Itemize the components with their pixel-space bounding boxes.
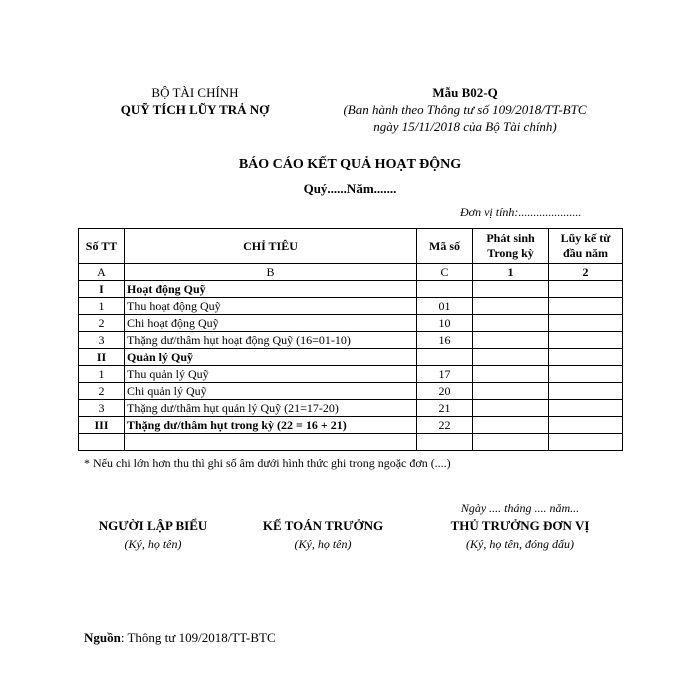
- table-row: [79, 400, 623, 417]
- row-stt: 1: [79, 366, 125, 383]
- row-ytd-value: [549, 281, 623, 298]
- table-row: [79, 383, 623, 400]
- row-code: 20: [417, 383, 473, 400]
- row-stt: I: [79, 281, 125, 298]
- col-code: A: [79, 264, 125, 281]
- row-stt: 2: [79, 383, 125, 400]
- fund-name: QUỸ TÍCH LŨY TRẢ NỢ: [120, 102, 270, 117]
- accountant-sub: (Ký, họ tên): [294, 537, 352, 551]
- source-text: : Thông tư 109/2018/TT-BTC: [120, 630, 276, 645]
- row-ytd-value: [549, 434, 623, 451]
- row-label: Hoạt động Quỹ: [125, 281, 417, 298]
- row-stt: 2: [79, 315, 125, 332]
- row-stt: 1: [79, 298, 125, 315]
- row-ytd-value: [549, 349, 623, 366]
- col-header-stt: Số TT: [79, 229, 125, 264]
- row-ytd-value: [549, 383, 623, 400]
- col-code: C: [417, 264, 473, 281]
- col-header-phat-sinh: Phát sinh Trong kỳ: [473, 229, 549, 264]
- issued-line-2: ngày 15/11/2018 của Bộ Tài chính): [373, 119, 557, 134]
- row-current-value: [473, 349, 549, 366]
- row-ytd-value: [549, 366, 623, 383]
- row-label: Chi quản lý Quỹ: [125, 383, 417, 400]
- row-current-value: [473, 366, 549, 383]
- accountant-role: KẾ TOÁN TRƯỞNG: [262, 518, 384, 533]
- negative-value-note: * Nếu chi lớn hơn thu thì ghi số âm dưới hình thức ghi trong ngoặc đơn (....): [84, 456, 451, 470]
- row-current-value: [473, 281, 549, 298]
- row-ytd-value: [549, 298, 623, 315]
- table-row: [79, 281, 623, 298]
- source-line: [84, 630, 276, 646]
- row-current-value: [473, 298, 549, 315]
- head-signature: [435, 517, 605, 553]
- row-code: 22: [417, 417, 473, 434]
- table-row: [79, 332, 623, 349]
- row-code: 21: [417, 400, 473, 417]
- row-code: 17: [417, 366, 473, 383]
- report-title: BÁO CÁO KẾT QUẢ HOẠT ĐỘNG: [238, 157, 462, 172]
- row-current-value: [473, 434, 549, 451]
- row-current-value: [473, 400, 549, 417]
- row-label: Thặng dư/thâm hụt trong kỳ (22 = 16 + 21): [125, 417, 417, 434]
- preparer-signature: [88, 517, 218, 553]
- table-row: [79, 366, 623, 383]
- row-stt: 3: [79, 332, 125, 349]
- row-ytd-value: [549, 315, 623, 332]
- col-header-chi-tieu: CHỈ TIÊU: [125, 229, 417, 264]
- row-code: [417, 281, 473, 298]
- row-code: 16: [417, 332, 473, 349]
- row-current-value: [473, 417, 549, 434]
- col-code: B: [125, 264, 417, 281]
- table-row: [79, 417, 623, 434]
- col-code: 1: [473, 264, 549, 281]
- ministry-name: BỘ TÀI CHÍNH: [151, 85, 239, 100]
- row-stt: II: [79, 349, 125, 366]
- signature-date-line: Ngày .... tháng .... năm...: [460, 501, 580, 515]
- col-header-ma-so: Mã số: [417, 229, 473, 264]
- preparer-sub: (Ký, họ tên): [124, 537, 182, 551]
- row-code: [417, 434, 473, 451]
- source-label: Nguồn: [84, 630, 121, 645]
- row-label: Chi hoạt động Quỹ: [125, 315, 417, 332]
- row-label: Thặng dư/thâm hụt quản lý Quỹ (21=17-20): [125, 400, 417, 417]
- row-code: 01: [417, 298, 473, 315]
- row-current-value: [473, 383, 549, 400]
- col-header-luy-ke: Lũy kế từ đầu năm: [549, 229, 623, 264]
- row-code: [417, 349, 473, 366]
- report-period: Quý......Năm.......: [303, 181, 397, 196]
- row-current-value: [473, 332, 549, 349]
- table-row: [79, 349, 623, 366]
- preparer-role: NGƯỜI LẬP BIỂU: [98, 518, 208, 533]
- table-header-row: [79, 229, 623, 264]
- form-code: Mẫu B02-Q: [432, 85, 498, 100]
- row-current-value: [473, 315, 549, 332]
- row-ytd-value: [549, 400, 623, 417]
- row-stt: [79, 434, 125, 451]
- row-code: 10: [417, 315, 473, 332]
- table-row: [79, 298, 623, 315]
- row-ytd-value: [549, 332, 623, 349]
- table-row: [79, 434, 623, 451]
- issued-line-1: (Ban hành theo Thông tư số 109/2018/TT-BTC: [343, 102, 587, 117]
- row-label: Thặng dư/thâm hụt hoạt động Quỹ (16=01-10): [125, 332, 417, 349]
- col-code: 2: [549, 264, 623, 281]
- accountant-signature: [253, 517, 393, 553]
- row-ytd-value: [549, 417, 623, 434]
- report-table: [78, 228, 623, 451]
- currency-unit: Đơn vị tính:.....................: [460, 205, 582, 219]
- column-code-row: [79, 264, 623, 281]
- row-stt: 3: [79, 400, 125, 417]
- table-row: [79, 315, 623, 332]
- row-label: Thu quản lý Quỹ: [125, 366, 417, 383]
- head-role: THỦ TRƯỞNG ĐƠN VỊ: [450, 518, 590, 533]
- row-label: [125, 434, 417, 451]
- head-sub: (Ký, họ tên, đóng dấu): [466, 537, 574, 551]
- row-label: Thu hoạt động Quỹ: [125, 298, 417, 315]
- row-stt: III: [79, 417, 125, 434]
- form-info-block: [320, 84, 610, 135]
- row-label: Quản lý Quỹ: [125, 349, 417, 366]
- issuer-block: [100, 84, 290, 118]
